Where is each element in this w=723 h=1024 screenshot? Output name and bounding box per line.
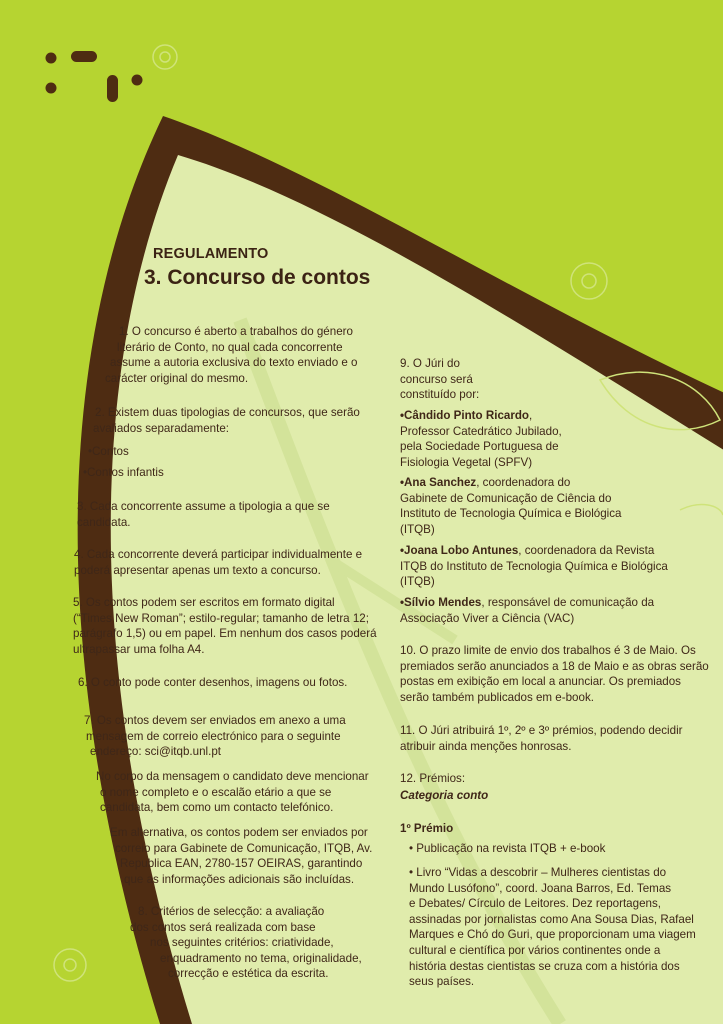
rule-12: 12. Prémios:: [400, 772, 466, 785]
rule-7-alternative: Em alternativa, os contos podem ser enviados por correio para Gabinete de Comunicação, ITQB, Av. Republica EAN, 2780-157 OEIRAS, garantindo que as informações adicionais são incluídas.: [110, 826, 373, 886]
logo-dash-vertical: [107, 75, 118, 102]
rule-9: 9. O Júri do concurso será constituído por:: [400, 357, 480, 402]
list-item: •Contos infantis: [83, 466, 164, 479]
rule-6: 6. O conto pode conter desenhos, imagens ou fotos.: [78, 676, 348, 689]
list-item: •Contos: [88, 445, 129, 458]
logo-dot: [46, 53, 57, 64]
logo-dash: [71, 51, 97, 62]
rule-8: 8. Critérios de selecção: a avaliação dos contos será realizada com base nos seguintes critérios: criatividade, enquadramento no tema, originalidade, correcção e estética da escrita.: [130, 905, 362, 981]
jury-member: •Joana Lobo Antunes, coordenadora da Revista ITQB do Instituto de Tecnologia Química e Biológica (ITQB): [400, 544, 668, 589]
rule-3: 3. Cada concorrente assume a tipologia a que se candidata.: [77, 500, 330, 529]
page-title: 3. Concurso de contos: [144, 266, 371, 289]
rule-7-body: No corpo da mensagem o candidato deve mencionar o nome completo e o escalão etário a que se candidata, bem como um contacto telefónico.: [96, 770, 369, 815]
jury-member: •Cândido Pinto Ricardo, Professor Catedrático Jubilado, pela Sociedade Portuguesa de Fisiologia Vegetal (SPFV): [400, 409, 562, 469]
rule-7: 7. Os contos devem ser enviados em anexo a uma mensagem de correio electrónico para o seguinte endereço: sci@itqb.unl.pt: [84, 714, 346, 759]
logo-dot: [46, 83, 57, 94]
rule-2: 2. Existem duas tipologias de concursos, que serão avaliados separadamente:: [93, 406, 360, 435]
regulation-kicker: REGULAMENTO: [153, 246, 269, 262]
rule-11: 11. O Júri atribuirá 1º, 2º e 3º prémios, podendo decidir atribuir ainda menções honrosas.: [400, 724, 683, 753]
rule-4: 4. Cada concorrente deverá participar individualmente e poderá apresentar apenas um texto a concurso.: [74, 548, 363, 577]
prize-item: • Publicação na revista ITQB + e-book: [409, 842, 606, 855]
rule-10: 10. O prazo limite de envio dos trabalhos é 3 de Maio. Os premiados serão anunciados a 18 de Maio e as obras serão postas em exibição em local a anunciar. Os premiados serão também publicados em e-book.: [400, 644, 709, 704]
rule-5: 5. Os contos podem ser escritos em formato digital (“Times New Roman”; estilo-regular; tamanho de letra 12; parágrafo 1,5) ou em papel. Em nenhum dos casos poderá ultrapassar uma folha A4.: [73, 596, 377, 656]
jury-member: •Sílvio Mendes, responsável de comunicação da Associação Viver a Ciência (VAC): [400, 596, 655, 625]
first-prize-heading: 1º Prémio: [400, 822, 454, 835]
logo-dot: [132, 75, 143, 86]
jury-member: •Ana Sanchez, coordenadora do Gabinete de Comunicação de Ciência do Instituto de Tecnologia Química e Biológica (ITQB): [400, 476, 622, 536]
prize-category: Categoria conto: [400, 789, 489, 802]
prize-item: • Livro “Vidas a descobrir – Mulheres cientistas do Mundo Lusófono”, coord. Joana Barros, Ed. Temas e Debates/ Círculo de Leitores. Dez reportagens, assinadas por jornalistas como Ana Sousa Dias, Rafael Marques e Chó do Guri, que proporcionam uma viagem cultural e científica por vários continentes onde a história destas cientistas se cruza com a história dos seus países.: [409, 866, 696, 989]
rule-1: 1. O concurso é aberto a trabalhos do género literário de Conto, no qual cada concorrente assume a autoria exclusiva do texto enviado e o carácter original do mesmo.: [105, 325, 358, 385]
